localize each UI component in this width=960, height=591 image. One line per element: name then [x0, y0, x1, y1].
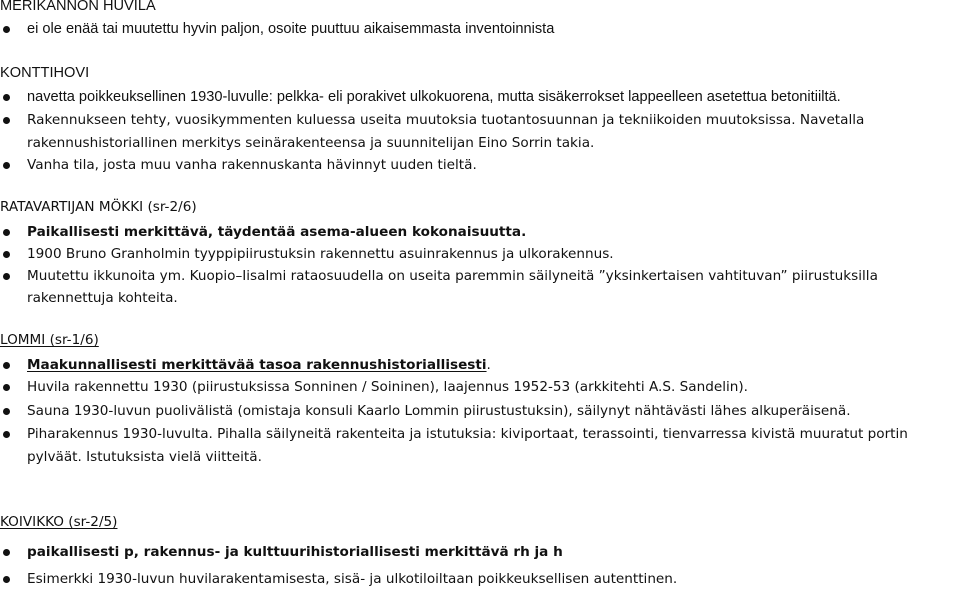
item-text: rakennettuja kohteita.: [27, 290, 178, 306]
lommi-heading: LOMMI (sr-1/6): [0, 332, 99, 348]
item-text: navetta poikkeuksellinen 1930-luvulle: pelkka- eli porakivet ulkokuorena, mutta sisäkerrokset lappeelleen asetettua betonitiiltä.: [27, 89, 841, 105]
bullet-icon: [3, 117, 10, 124]
bullet-icon: [3, 26, 10, 33]
item-text: ei ole enää tai muutettu hyvin paljon, osoite puuttuu aikaisemmasta inventoinnista: [27, 21, 555, 37]
item-text: Esimerkki 1930-luvun huvilarakentamisesta, sisä- ja ulkotiloiltaan poikkeuksellisen autenttinen.: [27, 571, 678, 587]
item-text: 1900 Bruno Granholmin tyyppipiirustuksin rakennettu asuinrakennus ja ulkorakennus.: [27, 246, 614, 262]
koivikko-heading: KOIVIKKO (sr-2/5): [0, 514, 118, 530]
ratavartijan-heading: RATAVARTIJAN MÖKKI (sr-2/6): [0, 199, 197, 215]
bullet-icon: [3, 431, 10, 438]
bullet-icon: [3, 229, 10, 236]
item-text: Paikallisesti merkittävä, täydentää asema-alueen kokonaisuutta.: [27, 224, 527, 240]
bullet-icon: [3, 94, 10, 101]
bullet-icon: [3, 162, 10, 169]
bullet-icon: [3, 576, 10, 583]
bullet-icon: [3, 549, 10, 556]
item-text: Muutettu ikkunoita ym. Kuopio–Iisalmi rataosuudella on useita paremmin säilyneitä ”yksinkertaisen vahtituvan” piirustuksilla: [27, 268, 878, 284]
item-text: Vanha tila, josta muu vanha rakennuskanta hävinnyt uuden tieltä.: [27, 157, 477, 173]
item-text: paikallisesti p, rakennus- ja kulttuurihistoriallisesti merkittävä rh ja h: [27, 544, 563, 560]
merikannon-heading: MERIKANNON HUVILA: [0, 0, 156, 14]
bullet-icon: [3, 273, 10, 280]
bullet-icon: [3, 384, 10, 391]
item-text: Piharakennus 1930-luvulta. Pihalla säilyneitä rakenteita ja istutuksia: kiviportaat, terassointi, tienvarressa kivistä muuratut portin: [27, 426, 908, 442]
item-text: Huvila rakennettu 1930 (piirustuksissa Sonninen / Soininen), laajennus 1952-53 (arkkitehti A.S. Sandelin).: [27, 379, 748, 395]
bullet-icon: [3, 362, 10, 369]
bullet-icon: [3, 408, 10, 415]
item-text: Maakunnallisesti merkittävää tasoa rakennushistoriallisesti.: [27, 357, 491, 373]
item-text: Sauna 1930-luvun puolivälistä (omistaja konsuli Kaarlo Lommin piirustustuksin), säilynyt nähtävästi lähes alkuperäisenä.: [27, 403, 851, 419]
item-text: Rakennukseen tehty, vuosikymmenten kuluessa useita muutoksia tuotantosuunnan ja tekniikoiden muutoksissa. Navetalla: [27, 112, 865, 128]
bullet-icon: [3, 251, 10, 258]
item-text: rakennushistoriallinen merkitys seinärakenteensa ja suunnitelijan Eino Sorrin takia.: [27, 135, 595, 151]
konttihovi-heading: KONTTIHOVI: [0, 65, 90, 81]
item-text: pylväät. Istutuksista vielä viitteitä.: [27, 449, 262, 465]
